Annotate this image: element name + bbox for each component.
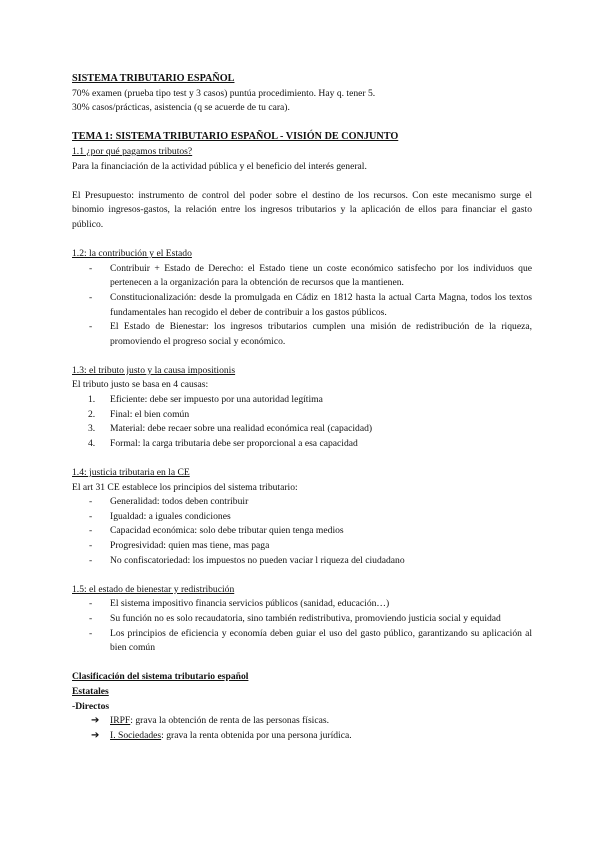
list-number: 3.	[88, 423, 96, 435]
section-1-5-heading: 1.5: el estado de bienestar y redistribución	[72, 583, 235, 595]
list-item-text: Formal: la carga tributaria debe ser proporcional a esa capacidad	[110, 437, 358, 449]
presupuesto-paragraph: El Presupuesto: instrumento de control del poder sobre el destino de los recursos. Con este mecanismo surge el binomio ingresos-gastos, la relación entre los ingresos tributarios y la aplicación de ellos para financiar el gasto público.	[72, 189, 532, 230]
list-item	[72, 437, 532, 452]
section-1-3-heading: 1.3: el tributo justo y la causa impositionis	[72, 364, 236, 376]
list-item-text: Final: el bien común	[110, 408, 190, 420]
list-item	[72, 714, 532, 729]
list-item	[72, 729, 532, 744]
section-1-1-heading: 1.1 ¿por qué pagamos tributos?	[72, 145, 193, 157]
list-item	[72, 393, 532, 408]
arrow-right-icon: ➔	[91, 715, 100, 727]
arrow-right-icon: ➔	[91, 729, 100, 741]
tema-title: TEMA 1: SISTEMA TRIBUTARIO ESPAÑOL - VISIÓN DE CONJUNTO	[72, 131, 399, 143]
cases-weight-line: 30% casos/prácticas, asistencia (q se acuerde de tu cara).	[72, 102, 290, 114]
impuestos-list	[72, 714, 532, 743]
clasificacion-title: Clasificación del sistema tributario español	[72, 671, 249, 683]
list-item-text: Eficiente: debe ser impuesto por una autoridad legítima	[110, 394, 323, 406]
estatales-heading: Estatales	[72, 685, 109, 697]
tax-term: IRPF	[110, 715, 131, 727]
tax-term: I. Sociedades	[110, 729, 162, 741]
list-item: - Capacidad económica: solo debe tributar quien tenga medios	[72, 524, 532, 539]
directos-heading: -Directos	[72, 700, 110, 712]
section-1-2-heading: 1.2: la contribución y el Estado	[72, 248, 192, 260]
list-item: - Contribuir + Estado de Derecho: el Estado tiene un coste económico satisfecho por los individuos que pertenecen a la organización para la obtención de recursos que la mantienen.	[72, 262, 532, 291]
list-item: - Progresividad: quien mas tiene, mas paga	[72, 539, 532, 554]
list-item: - Constitucionalización: desde la promulgada en Cádiz en 1812 hasta la actual Carta Magna, todos los textos fundamentales han recogido el deber de contribuir a los gastos públicos.	[72, 291, 532, 320]
list-item: - Igualdad: a iguales condiciones	[72, 510, 532, 525]
section-1-1-text: Para la financiación de la actividad pública y el beneficio del interés general.	[72, 160, 367, 172]
principios-list	[72, 495, 532, 568]
tax-description: : grava la renta obtenida por una persona jurídica.	[161, 729, 352, 741]
list-number: 4.	[88, 437, 96, 449]
section-1-3-intro: El tributo justo se basa en 4 causas:	[72, 379, 209, 391]
list-number: 1.	[88, 394, 96, 406]
list-item	[72, 408, 532, 423]
list-number: 2.	[88, 408, 96, 420]
list-item: - Su función no es solo recaudatoria, sino también redistributiva, promoviendo justicia social y equidad	[72, 612, 532, 627]
list-item: - Generalidad: todos deben contribuir	[72, 495, 532, 510]
document-page	[72, 72, 532, 743]
document-title: SISTEMA TRIBUTARIO ESPAÑOL	[72, 73, 235, 84]
list-item: - Los principios de eficiencia y economía deben guiar el uso del gasto público, garantizando su aplicación al bien común	[72, 627, 532, 656]
causas-list	[72, 393, 532, 451]
section-1-4-heading: 1.4: justicia tributaria en la CE	[72, 467, 190, 479]
list-item: - El Estado de Bienestar: los ingresos tributarios cumplen una misión de redistribución de la riqueza, promoviendo el progreso social y económico.	[72, 320, 532, 349]
list-item: - El sistema impositivo financia servicios públicos (sanidad, educación…)	[72, 597, 532, 612]
section-1-2-list	[72, 262, 532, 350]
tax-description: : grava la obtención de renta de las personas físicas.	[130, 715, 329, 727]
list-item-text: Material: debe recaer sobre una realidad económica real (capacidad)	[110, 423, 373, 435]
list-item: - No confiscatoriedad: los impuestos no pueden vaciar l riqueza del ciudadano	[72, 554, 532, 569]
list-item	[72, 422, 532, 437]
exam-weight-line: 70% examen (prueba tipo test y 3 casos) puntúa procedimiento. Hay q. tener 5.	[72, 87, 376, 99]
section-1-4-intro: El art 31 CE establece los principios del sistema tributario:	[72, 481, 298, 493]
bienestar-list	[72, 597, 532, 655]
